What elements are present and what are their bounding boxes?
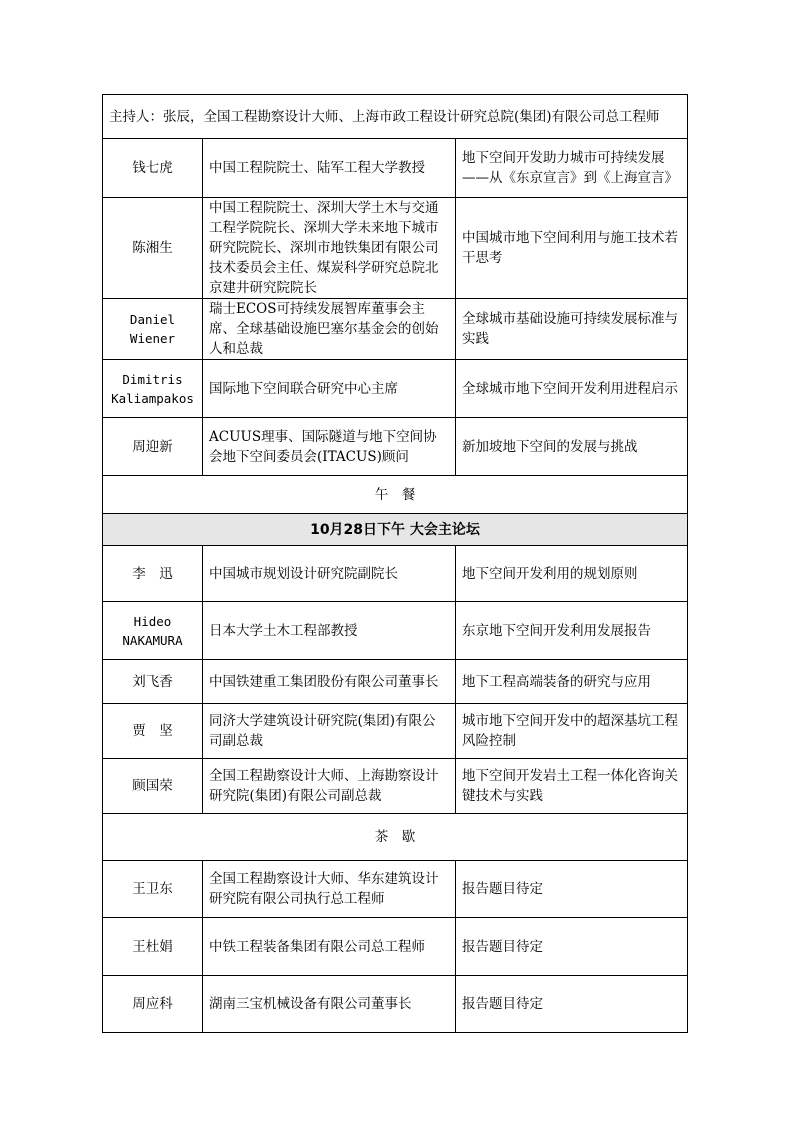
table-row	[103, 759, 688, 814]
speaker-name: Dimitris Kaliampakos	[103, 360, 203, 418]
speaker-name: Hideo NAKAMURA	[103, 602, 203, 660]
speaker-title: 中国工程院院士、陆军工程大学教授	[203, 139, 456, 198]
speaker-name: 王卫东	[103, 861, 203, 918]
talk-topic: 报告题目待定	[456, 976, 688, 1033]
host-row	[103, 95, 688, 139]
table-row	[103, 546, 688, 602]
table-row	[103, 602, 688, 660]
talk-topic: 城市地下空间开发中的超深基坑工程风险控制	[456, 704, 688, 759]
speaker-name: 贾 坚	[103, 704, 203, 759]
table-row	[103, 704, 688, 759]
talk-topic: 东京地下空间开发利用发展报告	[456, 602, 688, 660]
section-title: 10月28日下午 大会主论坛	[103, 514, 688, 546]
schedule-table	[102, 94, 688, 1033]
speaker-title: 国际地下空间联合研究中心主席	[203, 360, 456, 418]
talk-topic: 地下空间开发助力城市可持续发展——从《东京宣言》到《上海宣言》	[456, 139, 688, 198]
speaker-name: 刘飞香	[103, 660, 203, 704]
table-row	[103, 360, 688, 418]
lunch-label: 午 餐	[103, 476, 688, 514]
speaker-name: 周迎新	[103, 418, 203, 476]
speaker-title: ACUUS理事、国际隧道与地下空间协会地下空间委员会(ITACUS)顾问	[203, 418, 456, 476]
tea-row	[103, 814, 688, 861]
speaker-name: 周应科	[103, 976, 203, 1033]
table-row	[103, 198, 688, 299]
table-row	[103, 660, 688, 704]
section-row	[103, 514, 688, 546]
speaker-title: 全国工程勘察设计大师、上海勘察设计研究院(集团)有限公司副总裁	[203, 759, 456, 814]
speaker-title: 中国工程院院士、深圳大学土木与交通工程学院院长、深圳大学未来地下城市研究院院长、深圳市地铁集团有限公司技术委员会主任、煤炭科学研究总院北京建井研究院院长	[203, 198, 456, 299]
table-row	[103, 976, 688, 1033]
table-row	[103, 918, 688, 976]
talk-topic: 地下空间开发岩土工程一体化咨询关键技术与实践	[456, 759, 688, 814]
speaker-title: 日本大学土木工程部教授	[203, 602, 456, 660]
talk-topic: 报告题目待定	[456, 918, 688, 976]
speaker-title: 瑞士ECOS可持续发展智库董事会主席、全球基础设施巴塞尔基金会的创始人和总裁	[203, 299, 456, 360]
lunch-row	[103, 476, 688, 514]
talk-topic: 报告题目待定	[456, 861, 688, 918]
speaker-name: 陈湘生	[103, 198, 203, 299]
speaker-name: 李 迅	[103, 546, 203, 602]
speaker-name: Daniel Wiener	[103, 299, 203, 360]
talk-topic: 中国城市地下空间利用与施工技术若干思考	[456, 198, 688, 299]
speaker-name: 王杜娟	[103, 918, 203, 976]
table-row	[103, 418, 688, 476]
speaker-title: 全国工程勘察设计大师、华东建筑设计研究院有限公司执行总工程师	[203, 861, 456, 918]
talk-topic: 新加坡地下空间的发展与挑战	[456, 418, 688, 476]
speaker-title: 同济大学建筑设计研究院(集团)有限公司副总裁	[203, 704, 456, 759]
host-text: 主持人：张辰，全国工程勘察设计大师、上海市政工程设计研究总院(集团)有限公司总工程师	[103, 95, 688, 139]
speaker-title: 中铁工程装备集团有限公司总工程师	[203, 918, 456, 976]
speaker-name: 钱七虎	[103, 139, 203, 198]
talk-topic: 地下空间开发利用的规划原则	[456, 546, 688, 602]
talk-topic: 全球城市地下空间开发利用进程启示	[456, 360, 688, 418]
tea-label: 茶 歇	[103, 814, 688, 861]
talk-topic: 地下工程高端装备的研究与应用	[456, 660, 688, 704]
speaker-title: 中国铁建重工集团股份有限公司董事长	[203, 660, 456, 704]
speaker-title: 中国城市规划设计研究院副院长	[203, 546, 456, 602]
speaker-name: 顾国荣	[103, 759, 203, 814]
talk-topic: 全球城市基础设施可持续发展标准与实践	[456, 299, 688, 360]
table-row	[103, 861, 688, 918]
speaker-title: 湖南三宝机械设备有限公司董事长	[203, 976, 456, 1033]
table-row	[103, 139, 688, 198]
table-row	[103, 299, 688, 360]
